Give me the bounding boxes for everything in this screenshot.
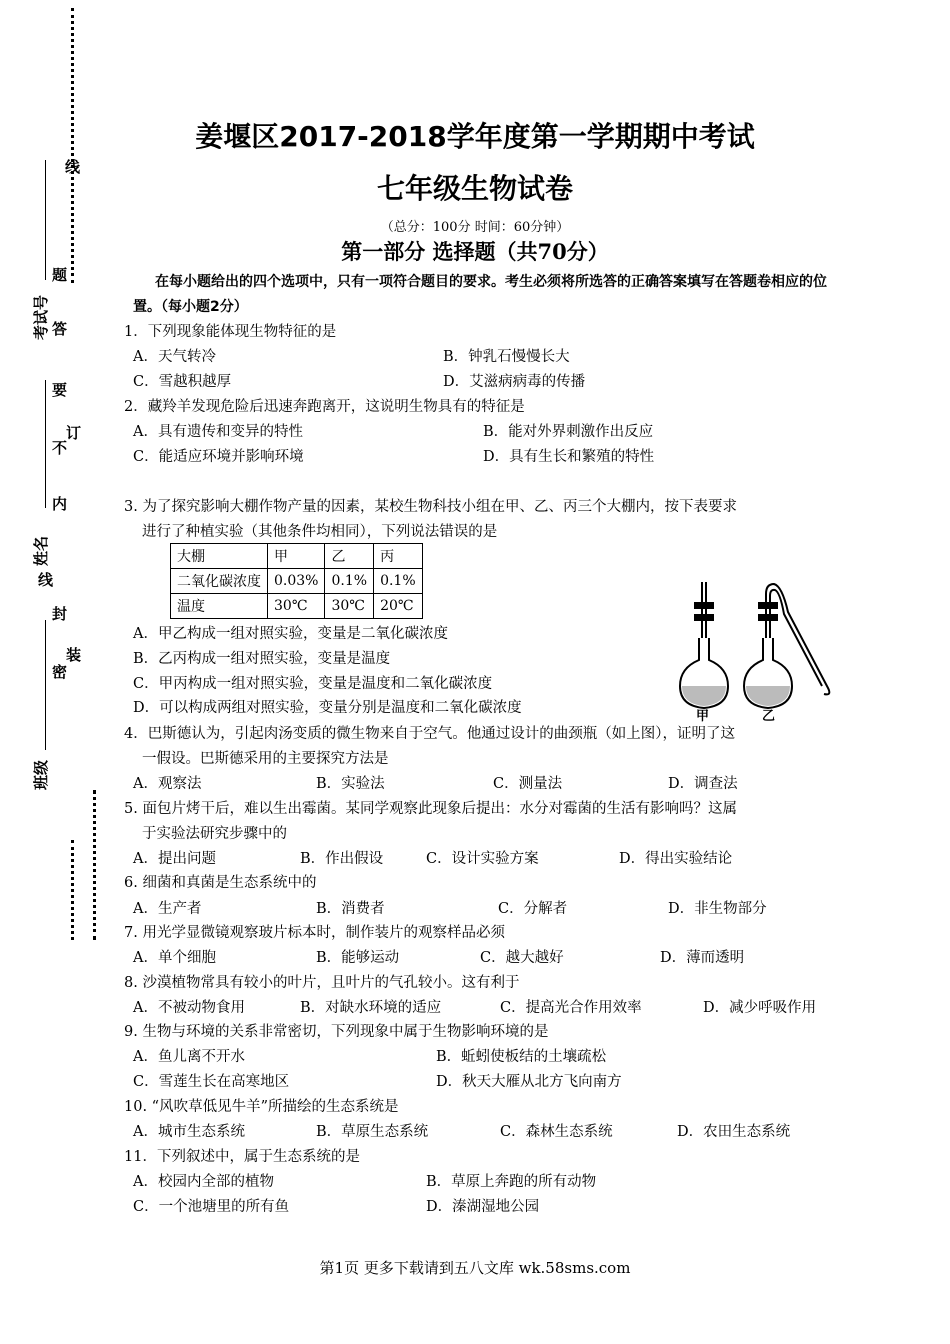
q9-option-b: B．蚯蚓使板结的土壤疏松 <box>436 1049 607 1065</box>
q10-option-c: C．森林生态系统 <box>500 1124 613 1140</box>
q3-option-d: D．可以构成两组对照实验，变量分别是温度和二氧化碳浓度 <box>133 700 522 716</box>
stopper-jia <box>694 602 714 609</box>
exam-no-label: 考试号 <box>32 294 50 340</box>
q1-option-b: B．钟乳石慢慢长大 <box>443 349 570 365</box>
q8-stem: 8. 沙漠植物常具有较小的叶片，且叶片的气孔较小。这有利于 <box>124 975 520 991</box>
seal-char-6: 订 <box>66 424 82 442</box>
q3-stem: 3. 为了探究影响大棚作物产量的因素，某校生物科技小组在甲、乙、丙三个大棚内，按下表要求 <box>124 499 737 515</box>
table-cell: 0.03% <box>268 569 325 594</box>
q6-option-c: C．分解者 <box>498 901 568 917</box>
figure-label-yi: 乙 <box>762 709 776 722</box>
q8-option-d: D．减少呼吸作用 <box>703 1000 817 1016</box>
q5-option-c: C．设计实验方案 <box>426 851 539 867</box>
q11-option-d: D．溱湖湿地公园 <box>426 1199 540 1215</box>
q5-option-a: A．提出问题 <box>133 851 216 867</box>
seal-char-2: 题 <box>52 266 68 284</box>
q8-option-a: A．不被动物食用 <box>133 1000 245 1016</box>
q8-option-c: C．提高光合作用效率 <box>500 1000 642 1016</box>
q7-option-d: D．薄而透明 <box>660 950 745 966</box>
seal-char-7: 内 <box>52 495 68 513</box>
q10-stem: 10. “风吹草低见牛羊”所描绘的生态系统是 <box>124 1099 399 1115</box>
q2-option-b: B．能对外界刺激作出反应 <box>483 424 654 440</box>
figure-label-jia: 甲 <box>696 709 710 722</box>
table-cell: 二氧化碳浓度 <box>171 569 268 594</box>
q11-option-c: C．一个池塘里的所有鱼 <box>133 1199 290 1215</box>
q6-option-d: D．非生物部分 <box>668 901 767 917</box>
seal-char-3: 答 <box>52 320 68 338</box>
exam-subtitle: 七年级生物试卷 <box>376 172 573 205</box>
table-cell: 大棚 <box>171 544 268 569</box>
swan-neck-flask-figure <box>678 582 840 722</box>
table-row <box>171 594 423 619</box>
page-footer: 第1页 更多下载请到五八文库 wk.58sms.com <box>319 1259 631 1277</box>
q6-option-a: A．生产者 <box>133 901 202 917</box>
table-row <box>171 569 423 594</box>
table-row <box>171 544 423 569</box>
table-cell: 0.1% <box>374 569 423 594</box>
q9-option-d: D．秋天大雁从北方飞向南方 <box>436 1074 622 1090</box>
q6-option-b: B．消费者 <box>316 901 385 917</box>
experiment-table <box>170 543 423 619</box>
q7-option-c: C．越大越好 <box>480 950 564 966</box>
seal-char-4: 要 <box>52 381 68 399</box>
table-cell: 30℃ <box>268 594 325 619</box>
q8-option-b: B．对缺水环境的适应 <box>300 1000 442 1016</box>
q4-stem-cont: 一假设。巴斯德采用的主要探究方法是 <box>142 751 389 767</box>
table-cell: 温度 <box>171 594 268 619</box>
part1-instructions <box>133 270 853 320</box>
q2-stem: 2．藏羚羊发现危险后迅速奔跑离开，这说明生物具有的特征是 <box>124 399 525 415</box>
exam-meta: （总分：100分 时间：60分钟） <box>380 220 570 235</box>
q11-option-b: B．草原上奔跑的所有动物 <box>426 1174 597 1190</box>
q5-stem-cont: 于实验法研究步骤中的 <box>142 826 287 842</box>
binding-dots-left <box>71 840 74 940</box>
q5-stem: 5. 面包片烤干后，难以生出霉菌。某同学观察此现象后提出：水分对霉菌的生活有影响吗？这属 <box>124 801 737 817</box>
q4-option-a: A．观察法 <box>133 776 202 792</box>
q4-option-d: D．调查法 <box>668 776 738 792</box>
q4-option-b: B．实验法 <box>316 776 385 792</box>
seal-char-1: 线 <box>65 158 81 176</box>
part1-heading: 第一部分 选择题（共70分） <box>341 239 609 264</box>
seal-char-8: 线 <box>38 571 54 589</box>
class-line <box>45 620 46 750</box>
q9-option-c: C．雪莲生长在高寒地区 <box>133 1074 290 1090</box>
table-cell: 30℃ <box>325 594 374 619</box>
q2-option-c: C．能适应环境并影响环境 <box>133 449 304 465</box>
q3-option-c: C．甲丙构成一组对照实验，变量是温度和二氧化碳浓度 <box>133 676 493 692</box>
q11-stem: 11．下列叙述中，属于生态系统的是 <box>124 1149 360 1165</box>
q5-option-b: B．作出假设 <box>300 851 384 867</box>
seal-char-11: 密 <box>52 663 68 681</box>
name-label: 姓名 <box>32 535 50 566</box>
q10-option-b: B．草原生态系统 <box>316 1124 429 1140</box>
q5-option-d: D．得出实验结论 <box>619 851 733 867</box>
q3-option-a: A．甲乙构成一组对照实验，变量是二氧化碳浓度 <box>133 626 448 642</box>
q3-stem-cont: 进行了种植实验（其他条件均相同），下列说法错误的是 <box>142 524 498 540</box>
q10-option-d: D．农田生态系统 <box>677 1124 791 1140</box>
q9-option-a: A．鱼儿离不开水 <box>133 1049 245 1065</box>
q7-stem: 7. 用光学显微镜观察玻片标本时，制作装片的观察样品必须 <box>124 925 505 941</box>
table-cell: 0.1% <box>325 569 374 594</box>
q11-option-a: A．校园内全部的植物 <box>133 1174 274 1190</box>
seal-char-10: 装 <box>66 646 82 664</box>
class-label: 班级 <box>32 759 50 790</box>
stopper-yi <box>758 602 778 609</box>
q7-option-b: B．能够运动 <box>316 950 400 966</box>
q10-option-a: A．城市生态系统 <box>133 1124 245 1140</box>
seal-char-5: 不 <box>52 439 68 457</box>
table-cell: 乙 <box>325 544 374 569</box>
q1-option-d: D．艾滋病病毒的传播 <box>443 374 586 390</box>
instructions-text: 在每小题给出的四个选项中，只有一项符合题目的要求。考生必须将所选答的正确答案填写在答题卷相应的位置。（每小题2分） <box>133 274 827 315</box>
q4-option-c: C．测量法 <box>493 776 563 792</box>
stopper-jia-2 <box>694 614 714 621</box>
q2-option-a: A．具有遗传和变异的特性 <box>133 424 303 440</box>
name-line <box>45 380 46 508</box>
q2-option-d: D．具有生长和繁殖的特性 <box>483 449 655 465</box>
seal-char-9: 封 <box>52 605 68 623</box>
stopper-yi-2 <box>758 614 778 621</box>
q6-stem: 6. 细菌和真菌是生态系统中的 <box>124 875 317 891</box>
q9-stem: 9. 生物与环境的关系非常密切，下列现象中属于生物影响环境的是 <box>124 1024 549 1040</box>
q4-stem: 4．巴斯德认为，引起肉汤变质的微生物来自于空气。他通过设计的曲颈瓶（如上图），证明了这 <box>124 726 735 742</box>
exam-title: 姜堰区2017-2018学年度第一学期期中考试 <box>195 120 755 153</box>
q1-stem: 1．下列现象能体现生物特征的是 <box>124 324 337 340</box>
table-cell: 丙 <box>374 544 423 569</box>
binding-dots-bottom <box>93 790 96 940</box>
q7-option-a: A．单个细胞 <box>133 950 216 966</box>
table-cell: 甲 <box>268 544 325 569</box>
q3-option-b: B．乙丙构成一组对照实验，变量是温度 <box>133 651 391 667</box>
q1-option-a: A．天气转冷 <box>133 349 216 365</box>
q1-option-c: C．雪越积越厚 <box>133 374 232 390</box>
table-cell: 20℃ <box>374 594 423 619</box>
